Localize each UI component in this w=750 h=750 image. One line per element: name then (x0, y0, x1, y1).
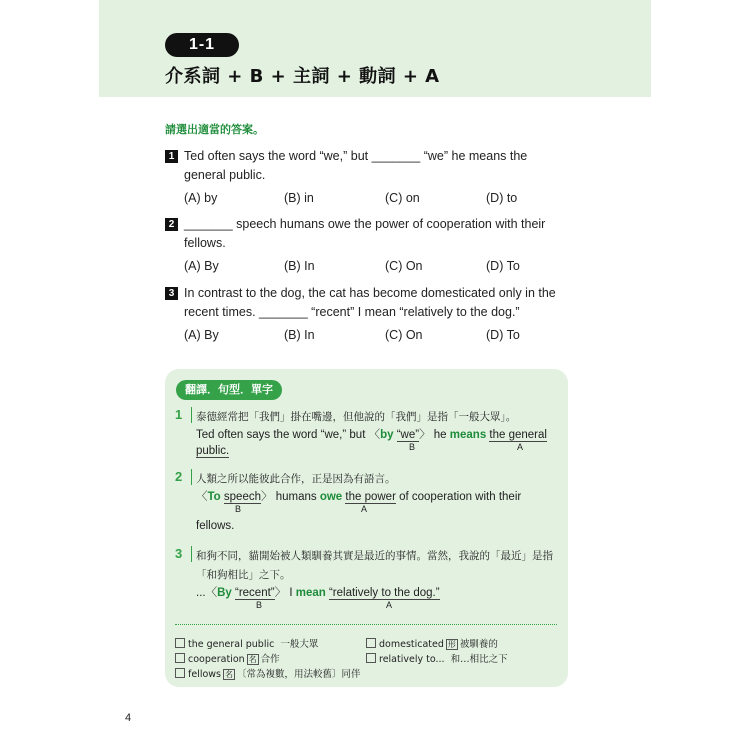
bracket-close: 〉 (419, 429, 431, 441)
part-b: “we” (396, 429, 420, 441)
chapter-title: 介系詞 + B + 主詞 + 動詞 + A (165, 66, 440, 87)
divider (175, 624, 557, 625)
checkbox-icon (175, 653, 185, 663)
question-line: recent times. _______ “recent” I mean “relatively to the dog.” (184, 305, 520, 319)
bracket-open: 〈 (368, 429, 381, 441)
vocab-meaning: 被馴養的 (459, 639, 498, 650)
choice-d[interactable]: (D) To (486, 328, 520, 342)
checkbox-icon (175, 638, 185, 648)
vocab-word: domesticated (379, 639, 444, 650)
bracket-close: 〉 (274, 587, 287, 599)
choice-b[interactable]: (B) In (284, 328, 315, 342)
part-a: the power (345, 491, 396, 503)
choice-c[interactable]: (C) On (385, 259, 423, 273)
choice-a[interactable]: (A) By (184, 259, 219, 273)
label-b: B (409, 442, 416, 452)
question-line: Ted often says the word “we,” but _______ “we” he means the (184, 149, 528, 163)
question-number-badge: 3 (165, 287, 178, 300)
vocab-meaning: 一般大眾 (280, 639, 319, 650)
vocab-meaning: 合作 (260, 654, 280, 665)
subject-part: humans (272, 491, 320, 503)
sentence-rest: of cooperation with their (395, 491, 522, 503)
preposition-highlight: To (207, 491, 221, 503)
section-number-badge: 1-1 (165, 33, 239, 57)
verb-highlight: owe (319, 491, 343, 503)
question-number-badge: 1 (165, 150, 178, 163)
label-a: A (361, 504, 368, 514)
question-2 (165, 215, 585, 277)
vocab-word: relatively to... (379, 654, 445, 665)
vocab-item (175, 636, 318, 650)
vocab-item (366, 636, 498, 650)
choice-list (165, 191, 585, 209)
choice-list (165, 328, 585, 346)
answer-number: 2 (175, 469, 192, 485)
choice-d[interactable]: (D) To (486, 259, 520, 273)
sentence-tail: fellows. (196, 520, 235, 532)
verb-highlight: mean (295, 587, 326, 599)
question-1 (165, 147, 585, 209)
vocab-word: fellows (188, 669, 221, 680)
preposition-highlight: by (380, 429, 394, 441)
answer-explanation-box (165, 369, 568, 687)
part-of-speech-badge: 形 (447, 640, 456, 649)
vocab-word: the general public (188, 639, 275, 650)
choice-list (165, 259, 585, 277)
english-sentence-cont (196, 445, 229, 457)
sentence-part: ... (196, 587, 206, 599)
page-number: 4 (125, 712, 132, 724)
translation-line: 「和狗相比」之下。 (196, 569, 291, 581)
bracket-close: 〉 (261, 491, 273, 503)
part-of-speech-badge: 名 (225, 670, 233, 679)
english-sentence (196, 584, 440, 600)
sentence-part: Ted often says the word “we,” but (196, 429, 369, 441)
label-a: A (386, 600, 393, 610)
subject-part: I (286, 587, 296, 599)
english-sentence (196, 426, 547, 442)
verb-highlight: means (449, 429, 487, 441)
question-line: In contrast to the dog, the cat has become domesticated only in the (184, 286, 556, 300)
english-sentence-cont (196, 520, 234, 532)
vocab-item (175, 651, 280, 665)
part-a: “relatively to the dog.” (328, 587, 440, 599)
subject-part: he (430, 429, 450, 441)
bracket-open: 〈 (196, 491, 208, 503)
vocab-word: cooperation (188, 654, 245, 665)
choice-a[interactable]: (A) by (184, 191, 218, 205)
question-line: fellows. (184, 236, 226, 250)
choice-b[interactable]: (B) In (284, 259, 315, 273)
answer-number: 1 (175, 407, 192, 423)
question-line: _______ speech humans owe the power of cooperation with their (184, 217, 546, 231)
vocab-meaning: 〔常為複數，用法較舊〕同伴 (237, 669, 361, 680)
choice-c[interactable]: (C) on (385, 191, 420, 205)
translation-tag: 翻譯．句型．單字 (176, 380, 282, 400)
choice-b[interactable]: (B) in (284, 191, 314, 205)
english-sentence (196, 488, 521, 504)
bracket-open: 〈 (205, 587, 218, 599)
checkbox-icon (175, 668, 185, 678)
question-3 (165, 284, 585, 346)
part-b: speech (223, 491, 261, 503)
question-text (165, 215, 585, 253)
choice-a[interactable]: (A) By (184, 328, 219, 342)
question-text (165, 147, 585, 185)
label-b: B (256, 600, 263, 610)
chinese-translation (196, 547, 566, 585)
answer-1 (175, 407, 560, 477)
vocab-meaning: 和…相比之下 (450, 654, 508, 665)
preposition-highlight: By (217, 587, 232, 599)
checkbox-icon (366, 653, 376, 663)
answer-3 (175, 546, 560, 616)
label-a: A (517, 442, 524, 452)
question-text (165, 284, 585, 322)
choice-c[interactable]: (C) On (385, 328, 423, 342)
answer-number: 3 (175, 546, 192, 562)
part-of-speech-badge: 名 (248, 655, 257, 664)
checkbox-icon (366, 638, 376, 648)
choice-d[interactable]: (D) to (486, 191, 518, 205)
chinese-translation: 人類之所以能彼此合作，正是因為有語言。 (196, 473, 396, 485)
question-number-badge: 2 (165, 218, 178, 231)
instruction-text: 請選出適當的答案。 (165, 123, 264, 136)
answer-2 (175, 469, 560, 539)
part-a-continued: public. (196, 445, 230, 457)
vocab-item (175, 666, 361, 680)
translation-line: 和狗不同，貓開始被人類馴養其實是最近的事情。當然，我說的「最近」是指 (196, 550, 553, 562)
question-line: general public. (184, 168, 266, 182)
label-b: B (235, 504, 242, 514)
part-b: “recent” (235, 587, 275, 599)
chinese-translation: 泰德經常把「我們」掛在嘴邊，但他說的「我們」是指「一般大眾」。 (196, 411, 517, 423)
part-a: the general (489, 429, 547, 441)
vocab-item (366, 651, 508, 665)
